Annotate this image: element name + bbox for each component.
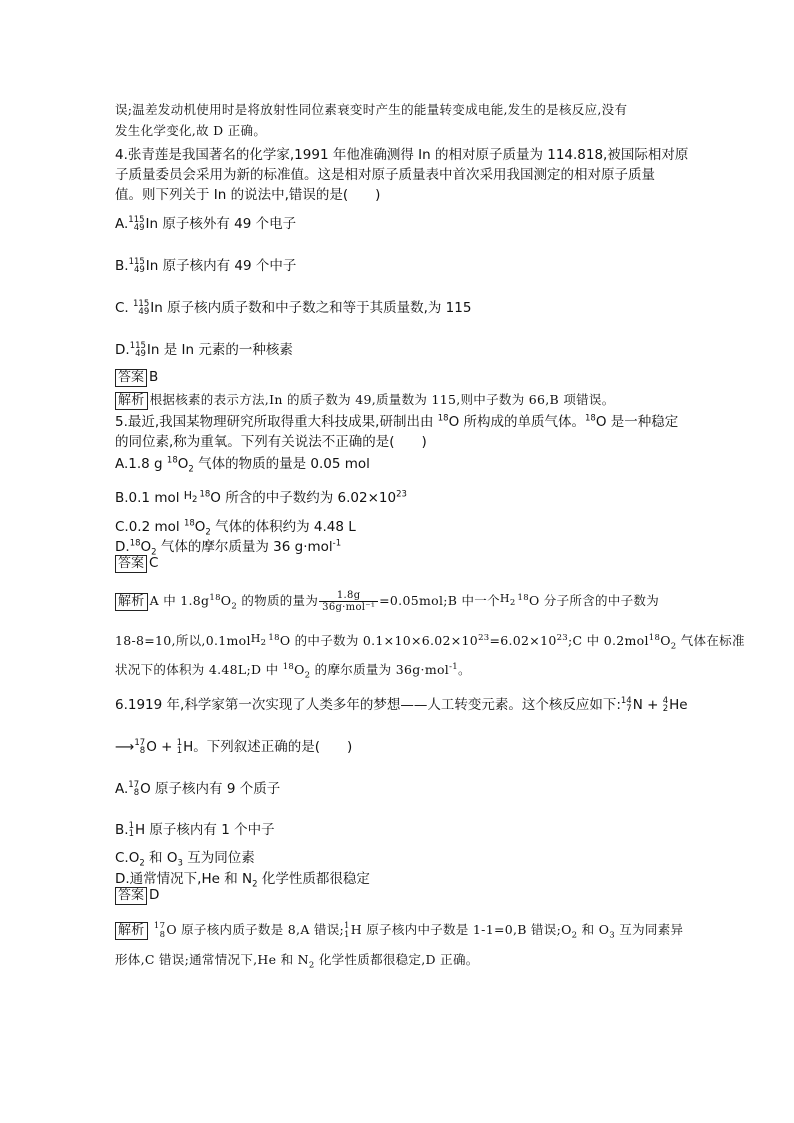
prev-explanation-line-1: 误;温差发动机使用时是将放射性同位素衰变时产生的能量转变成电能,发生的是核反应,没有 xyxy=(115,102,628,117)
q6-answer: 答案 D xyxy=(115,887,684,905)
q6-stem-line-2: ⟶ 17 8 O + 1 1 H。下列叙述正确的是( ) xyxy=(115,737,353,756)
isotope-notation: 17 8 xyxy=(128,779,140,798)
isotope-notation: 4 2 xyxy=(662,695,669,714)
isotope-notation: 17 8 xyxy=(153,921,166,940)
explanation-tag: 解析 xyxy=(115,392,148,410)
answer-tag: 答案 xyxy=(115,555,147,573)
q4-option-a: A. 115 49 In 原子核外有 49 个电子 xyxy=(115,214,297,233)
q5-answer: 答案 C xyxy=(115,555,684,573)
fraction: $\frac{1.8g}{\text{36g·mol⁻¹}}$ xyxy=(319,590,378,613)
isotope-notation: 115 49 xyxy=(128,214,145,233)
q4-option-b: B. 115 49 In 原子核内有 49 个中子 xyxy=(115,256,297,275)
prev-explanation-line-2: 发生化学变化,故 D 正确。 xyxy=(115,123,267,138)
q4-explanation: 解析 根据核素的表示方法,In 的质子数为 49,质量数为 115,则中子数为 66,B 项错误。 xyxy=(115,390,684,410)
q6-option-d: D.通常情况下,He 和 $N_2$ 化学性质都很稳定 xyxy=(115,871,370,890)
q4-answer: 答案 B xyxy=(115,369,684,387)
q4-option-c: C. 115 49 In 原子核内质子数和中子数之和等于其质量数,为 115 xyxy=(115,298,472,317)
answer-tag: 答案 xyxy=(115,887,147,905)
isotope-notation: 14 7 xyxy=(620,695,632,714)
isotope-notation: 17 8 xyxy=(134,737,146,756)
q6-option-c: $C.O_2$ 和 $O_3$ 互为同位素 xyxy=(115,850,255,869)
q5-explanation-line-3: 状况下的体积为 4.48L;D 中 $^{18}O_2$ 的摩尔质量为 36g·mol$^{-1}$。 xyxy=(115,661,471,681)
q5-option-b: B.0.1 mol $H_2^{18}O$ 所含的中子数约为 $6.02\times 10^{23}$ xyxy=(115,489,407,506)
q5-explanation-line-2: 18-8=10,所以,0.1molH$_2^{18}$O 的中子数为 $0.1\times 10\times 6.02\times 10^{23}=6.02\times 10^{23};C$ 中 $0.2mol^{18}O_2$ 气体在标准 xyxy=(115,632,745,652)
q4-stem-line-3: 值。则下列关于 In 的说法中,错误的是( ) xyxy=(115,187,381,203)
q6-stem-line-1: 6.1919 年,科学家第一次实现了人类多年的梦想——人工转变元素。这个核反应如下: 14 7 N + 4 2 He xyxy=(115,695,688,714)
q5-explanation-line-1: 解析 A 中 $1.8g^{18}O_2$ 的物质的量为 $\frac{1.8g}{\text{36g·mol⁻¹}}$ =0.05mol;B 中一个$H_2^{18}O$ 分子所含的中子数为 xyxy=(115,590,684,613)
q6-explanation-line-2: 形体,C 错误;通常情况下,He 和 $N_2$ 化学性质都很稳定,D 正确。 xyxy=(115,952,479,971)
isotope-notation: 1 1 xyxy=(176,737,183,756)
reaction-arrow-icon: ⟶ xyxy=(115,739,135,755)
isotope-notation: 1 1 xyxy=(128,820,134,839)
q5-option-a: A.1.8 g $^{18}O_2$ 气体的物质的量是 0.05 mol xyxy=(115,455,370,475)
q6-option-a: A. 17 8 O 原子核内有 9 个质子 xyxy=(115,779,281,798)
q5-stem-line-2: 的同位素,称为重氧。下列有关说法不正确的是( ) xyxy=(115,434,427,450)
explanation-tag: 解析 xyxy=(115,922,148,940)
q6-explanation-line-1: 解析 17 8 O 原子核内质子数是 8,A 错误; 1 1 H 原子核内中子数是 1-1=0,B 错误$;O_2$ 和 $O_3$ 互为同素异 xyxy=(115,920,684,940)
q5-stem-line-1: 5.最近,我国某物理研究所取得重大科技成果,研制出由 $^{18}$O 所构成的单质气体。$^{18}$O 是一种稳定 xyxy=(115,413,679,430)
q4-stem-line-1: 4.张青莲是我国著名的化学家,1991 年他准确测得 In 的相对原子质量为 114.818,被国际相对原 xyxy=(115,147,689,163)
q5-option-d: $D.^{18}O_2$ 气体的摩尔质量为 36 g·mol$^{-1}$ xyxy=(115,538,342,558)
explanation-tag: 解析 xyxy=(115,593,148,611)
isotope-notation: 115 49 xyxy=(128,256,145,275)
q4-option-d: D. 115 49 In 是 In 元素的一种核素 xyxy=(115,340,293,359)
isotope-notation: 115 49 xyxy=(133,298,150,317)
answer-tag: 答案 xyxy=(115,369,147,387)
isotope-notation: 115 49 xyxy=(129,340,146,359)
q4-stem-line-2: 子质量委员会采用为新的标准值。这是相对原子质量表中首次采用我国测定的相对原子质量 xyxy=(115,167,655,183)
q6-option-b: B. 1 1 H 原子核内有 1 个中子 xyxy=(115,820,275,839)
isotope-notation: 1 1 xyxy=(344,921,350,940)
q5-option-c: C.0.2 mol $^{18}O_2$ 气体的体积约为 4.48 L xyxy=(115,518,356,538)
